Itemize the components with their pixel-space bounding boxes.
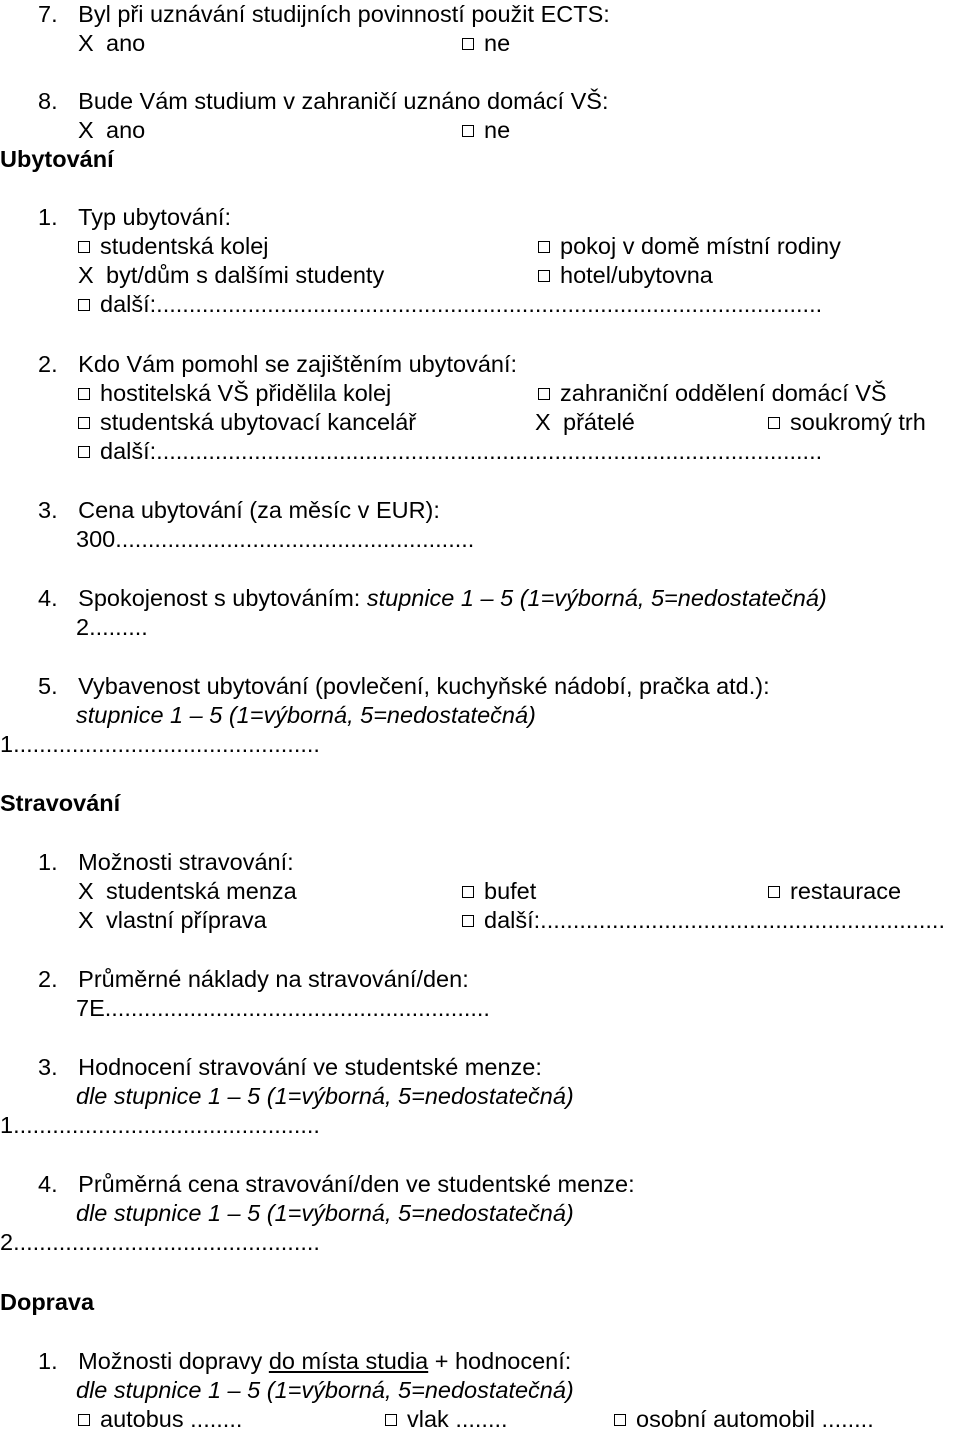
option-dalsi[interactable] <box>78 290 822 319</box>
answer-cena[interactable]: 300....................................................... <box>76 526 475 552</box>
option-hostitelska-vs[interactable] <box>78 379 391 408</box>
answer-spokojenost[interactable]: 2......... <box>76 614 148 640</box>
scale-text: dle stupnice 1 – 5 (1=výborná, 5=nedostatečná) <box>76 1377 574 1403</box>
checkbox-icon <box>78 1414 90 1426</box>
checkbox-icon <box>768 886 780 898</box>
q7-option-ano[interactable] <box>78 29 145 58</box>
checkbox-icon <box>462 915 474 927</box>
option-label: pokoj v domě místní rodiny <box>560 233 841 259</box>
option-label: studentská menza <box>106 878 297 904</box>
question-text: Možnosti dopravy <box>78 1348 269 1374</box>
question-text: Hodnocení stravování ve studentské menze: <box>78 1054 542 1080</box>
question-number: 2. <box>38 966 58 992</box>
question-text: Průměrné náklady na stravování/den: <box>78 966 469 992</box>
q8-text: Bude Vám studium v zahraničí uznáno domácí VŠ: <box>78 88 609 114</box>
scale-text: dle stupnice 1 – 5 (1=výborná, 5=nedostatečná) <box>76 1083 574 1109</box>
answer-vybavenost[interactable]: 1............................................... <box>0 731 320 757</box>
checkbox-icon <box>78 388 90 400</box>
answer-naklady[interactable]: 7E........................................................... <box>76 995 490 1021</box>
option-label: soukromý trh <box>790 409 926 435</box>
option-label: bufet <box>484 878 537 904</box>
q7-number: 7. <box>38 1 58 27</box>
checkbox-icon <box>768 417 780 429</box>
ub-q2-line <box>38 350 517 379</box>
q8-option-ne[interactable] <box>462 116 510 145</box>
checkbox-icon <box>78 299 90 311</box>
q8-option-ano[interactable] <box>78 116 145 145</box>
option-label: studentská ubytovací kancelář <box>100 409 417 435</box>
ub-q4-line <box>38 584 827 613</box>
option-label: další:...................................................................................................... <box>100 438 823 464</box>
checkbox-icon <box>462 886 474 898</box>
option-label: ne <box>484 117 511 143</box>
x-mark: X <box>78 878 94 904</box>
q8-number: 8. <box>38 88 58 114</box>
question-text: Typ ubytování: <box>78 204 231 230</box>
scale-text: stupnice 1 – 5 (1=výborná, 5=nedostatečná) <box>366 585 827 611</box>
option-soukromy-trh[interactable] <box>768 408 926 437</box>
option-dalsi[interactable] <box>462 906 945 935</box>
option-pokoj-rodiny[interactable] <box>538 232 841 261</box>
q8-line <box>38 87 608 116</box>
section-heading-ubytovani: Ubytování <box>0 146 114 172</box>
option-label: zahraniční oddělení domácí VŠ <box>560 380 887 406</box>
st-q1-line <box>38 848 294 877</box>
question-number: 3. <box>38 1054 58 1080</box>
scale-text: stupnice 1 – 5 (1=výborná, 5=nedostatečná) <box>76 702 536 728</box>
question-text: Spokojenost s ubytováním: <box>78 585 367 611</box>
x-mark: X <box>78 117 94 143</box>
x-mark: X <box>78 262 94 288</box>
option-bufet[interactable] <box>462 877 536 906</box>
option-label: přátelé <box>563 409 635 435</box>
option-label: restaurace <box>790 878 902 904</box>
question-text: Kdo Vám pomohl se zajištěním ubytování: <box>78 351 518 377</box>
option-zahranicni-oddeleni[interactable] <box>538 379 887 408</box>
ub-q1-line <box>38 203 231 232</box>
checkbox-icon <box>462 38 474 50</box>
ub-q3-line <box>38 496 440 525</box>
checkbox-icon <box>462 125 474 137</box>
option-label: hotel/ubytovna <box>560 262 713 288</box>
option-vlastni-priprava[interactable] <box>78 906 267 935</box>
checkbox-icon <box>614 1414 626 1426</box>
question-number: 1. <box>38 204 58 230</box>
option-label: vlak ........ <box>407 1406 508 1432</box>
option-restaurace[interactable] <box>768 877 901 906</box>
question-text-underlined: do místa studia <box>268 1348 429 1374</box>
q7-text: Byl při uznávání studijních povinností použit ECTS: <box>78 1 610 27</box>
question-text: Průměrná cena stravování/den ve studentské menze: <box>78 1171 635 1197</box>
st-q3-line <box>38 1053 542 1082</box>
option-byt-dum[interactable] <box>78 261 384 290</box>
section-heading-stravovani: Stravování <box>0 790 121 816</box>
question-text: Možnosti stravování: <box>78 849 294 875</box>
dp-q1-line <box>38 1347 571 1376</box>
q7-line <box>38 0 610 29</box>
checkbox-icon <box>78 241 90 253</box>
checkbox-icon <box>538 388 550 400</box>
option-label: studentská kolej <box>100 233 269 259</box>
q7-option-ne[interactable] <box>462 29 510 58</box>
option-pratele[interactable] <box>535 408 635 437</box>
option-label: autobus ........ <box>100 1406 243 1432</box>
scale-text: dle stupnice 1 – 5 (1=výborná, 5=nedostatečná) <box>76 1200 574 1226</box>
checkbox-icon <box>78 446 90 458</box>
option-studentska-kolej[interactable] <box>78 232 269 261</box>
option-label: ano <box>106 30 146 56</box>
option-hotel-ubytovna[interactable] <box>538 261 713 290</box>
question-number: 1. <box>38 1348 58 1374</box>
x-mark: X <box>78 907 94 933</box>
option-label: vlastní příprava <box>106 907 267 933</box>
question-number: 1. <box>38 849 58 875</box>
st-q2-line <box>38 965 469 994</box>
answer-cena-menza[interactable]: 2............................................... <box>0 1229 320 1255</box>
option-label: osobní automobil ........ <box>636 1406 874 1432</box>
ub-q5-line <box>38 672 770 701</box>
option-label: další:...................................................................................................... <box>100 291 823 317</box>
st-q4-line <box>38 1170 635 1199</box>
answer-hodnoceni-menza[interactable]: 1............................................... <box>0 1112 320 1138</box>
question-number: 3. <box>38 497 58 523</box>
x-mark: X <box>535 409 551 435</box>
question-number: 5. <box>38 673 58 699</box>
question-number: 4. <box>38 585 58 611</box>
option-ubytovaci-kancelar[interactable] <box>78 408 416 437</box>
x-mark: X <box>78 30 94 56</box>
question-text-after: + hodnocení: <box>428 1348 572 1374</box>
option-label: ano <box>106 117 146 143</box>
checkbox-icon <box>538 241 550 253</box>
option-label: ne <box>484 30 511 56</box>
option-dalsi[interactable] <box>78 437 822 466</box>
question-text: Vybavenost ubytování (povlečení, kuchyňské nádobí, pračka atd.): <box>78 673 770 699</box>
option-label: byt/dům s dalšími studenty <box>106 262 385 288</box>
option-label: hostitelská VŠ přidělila kolej <box>100 380 392 406</box>
section-heading-doprava: Doprava <box>0 1289 95 1315</box>
question-number: 2. <box>38 351 58 377</box>
option-studentska-menza[interactable] <box>78 877 297 906</box>
question-text: Cena ubytování (za měsíc v EUR): <box>78 497 440 523</box>
checkbox-icon <box>538 270 550 282</box>
checkbox-icon <box>78 417 90 429</box>
checkbox-icon <box>385 1414 397 1426</box>
question-number: 4. <box>38 1171 58 1197</box>
option-label: další:.............................................................. <box>484 907 945 933</box>
